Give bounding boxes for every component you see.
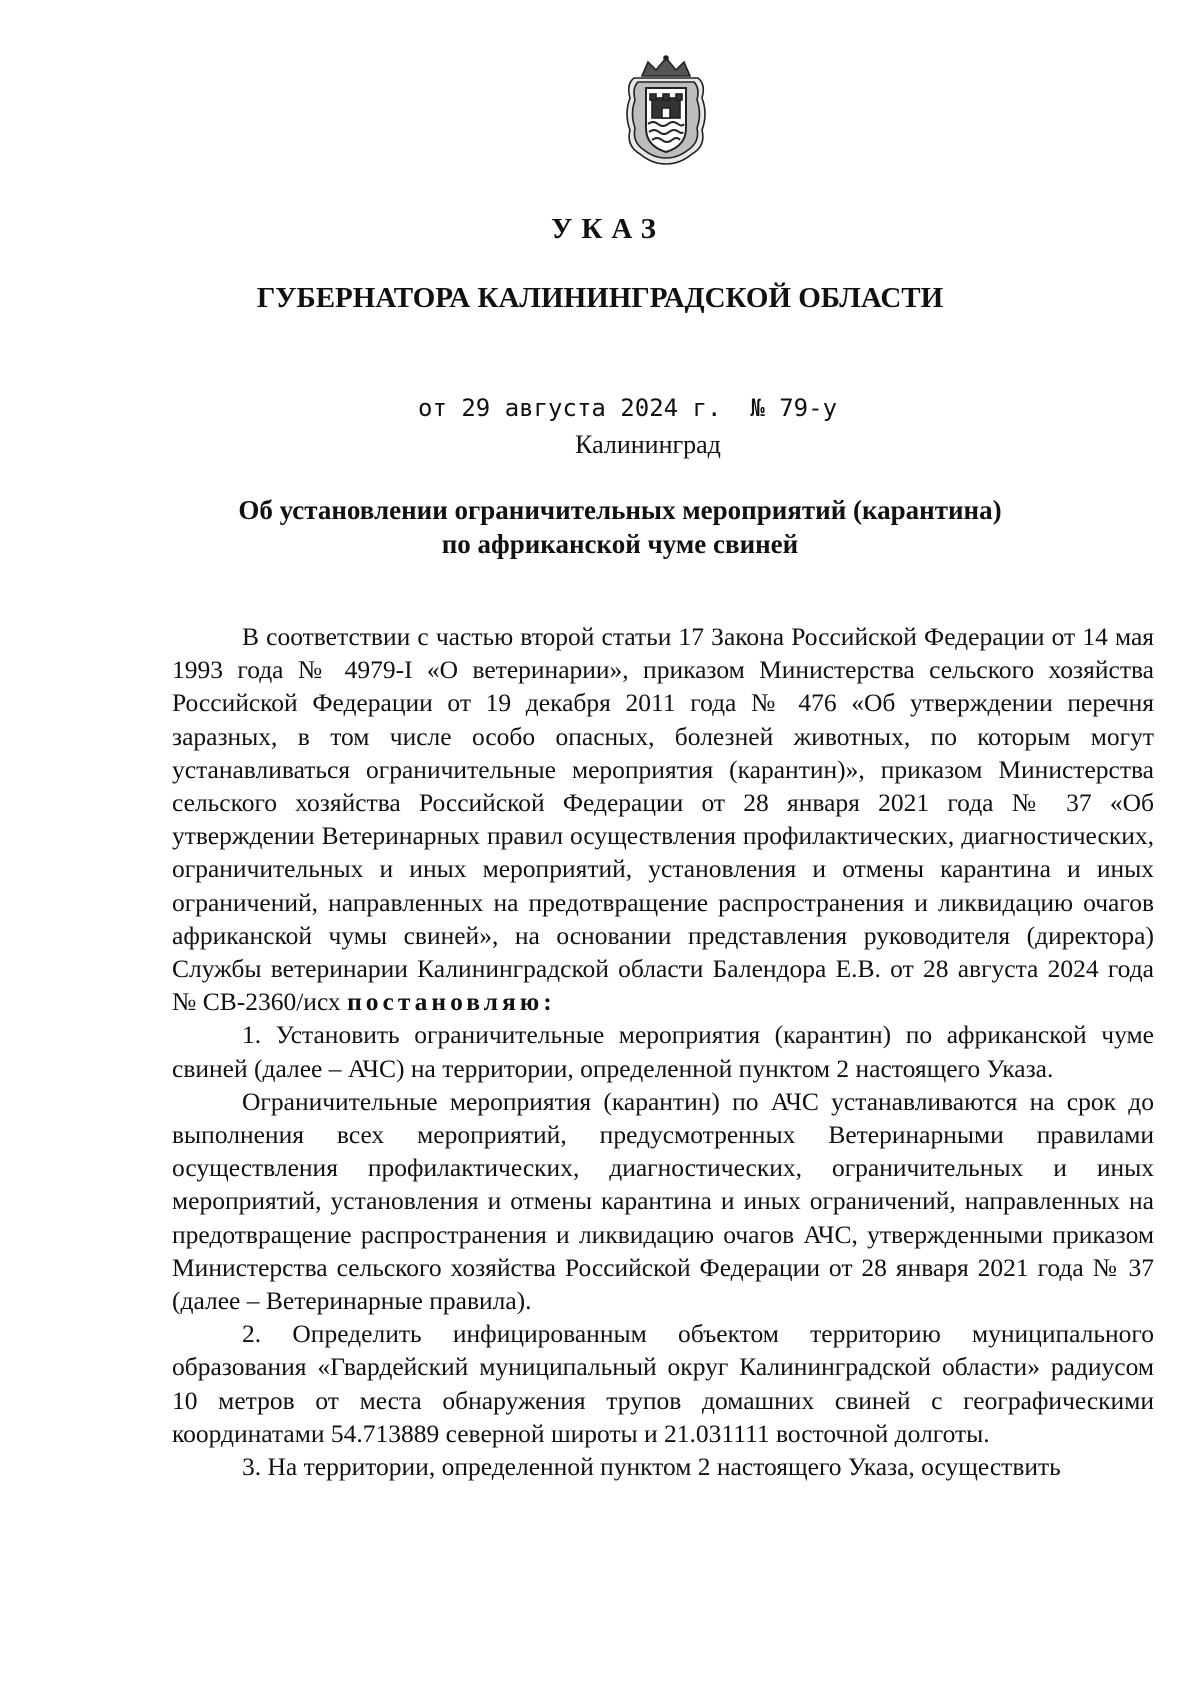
- document-title: [0, 493, 1200, 561]
- item-3-paragraph: 3. На территории, определенной пунктом 2 настоящего Указа, осуществить: [242, 1452, 1061, 1482]
- preamble-text: В соответствии с частью второй статьи 17 Закона Российской Федерации от 14 мая 1993 года № 4979-I «О ветеринарии», приказом Министерства сельского хозяйства Российской Федерации от 19 декабря 2011 года № 476 «Об утверждении перечня заразных, в том числе особо опасных, болезней животных, по которым могут устанавливаться ограничительные мероприятия (карантин)», приказом Министерства сельского хозяйства Российской Федерации от 28 января 2021 года № 37 «Об утверждении Ветеринарных правил осуществления профилактических, диагностических, ограничительных и иных мероприятий, установления и отмены карантина и иных ограничений, направленных на предотвращение распространения и ликвидацию очагов африканской чумы свиней», на основании представления руководителя (директора) Службы ветеринарии Калининградской области Балендора Е.В. от 28 августа 2024 года № СВ-2360/исх: [172, 622, 1154, 1017]
- document-title-line-2: по африканской чуме свиней: [441, 529, 799, 559]
- document-title-line-1: Об установлении ограничительных мероприятий (карантина): [238, 495, 1002, 525]
- coat-of-arms-emblem: [622, 54, 710, 166]
- date-and-number: от 29 августа 2024 г. № 79-у: [418, 394, 838, 422]
- document-type-heading: УКАЗ: [551, 213, 665, 245]
- item-2-paragraph: 2. Определить инфицированным объектом территорию муниципального образования «Гвардейский муниципальный округ Калининградской области» радиусом 10 метров от места обнаружения трупов домашних свиней с географическими координатами 54.713889 северной широты и 21.031111 восточной долготы.: [172, 1319, 1154, 1448]
- city-name: Калининград: [575, 430, 721, 459]
- decree-word: постановляю:: [347, 987, 556, 1017]
- item-1-paragraph-2: Ограничительные мероприятия (карантин) по АЧС устанавливаются на срок до выполнения всех мероприятий, предусмотренных Ветеринарными правилами осуществления профилактических, диагностических, ограничительных и иных мероприятий, установления и отмены карантина и иных ограничений, направленных на предотвращение распространения и ликвидацию очагов АЧС, утвержденными приказом Министерства сельского хозяйства Российской Федерации от 28 января 2021 года № 37 (далее – Ветеринарные правила).: [172, 1086, 1154, 1316]
- document-body: [172, 620, 1154, 1483]
- item-1-paragraph: 1. Установить ограничительные мероприятия (карантин) по африканской чуме свиней (далее – АЧС) на территории, определенной пунктом 2 настоящего Указа.: [172, 1020, 1154, 1083]
- issuer-heading: ГУБЕРНАТОРА КАЛИНИНГРАДСКОЙ ОБЛАСТИ: [256, 282, 944, 314]
- preamble-paragraph: [172, 620, 1154, 1018]
